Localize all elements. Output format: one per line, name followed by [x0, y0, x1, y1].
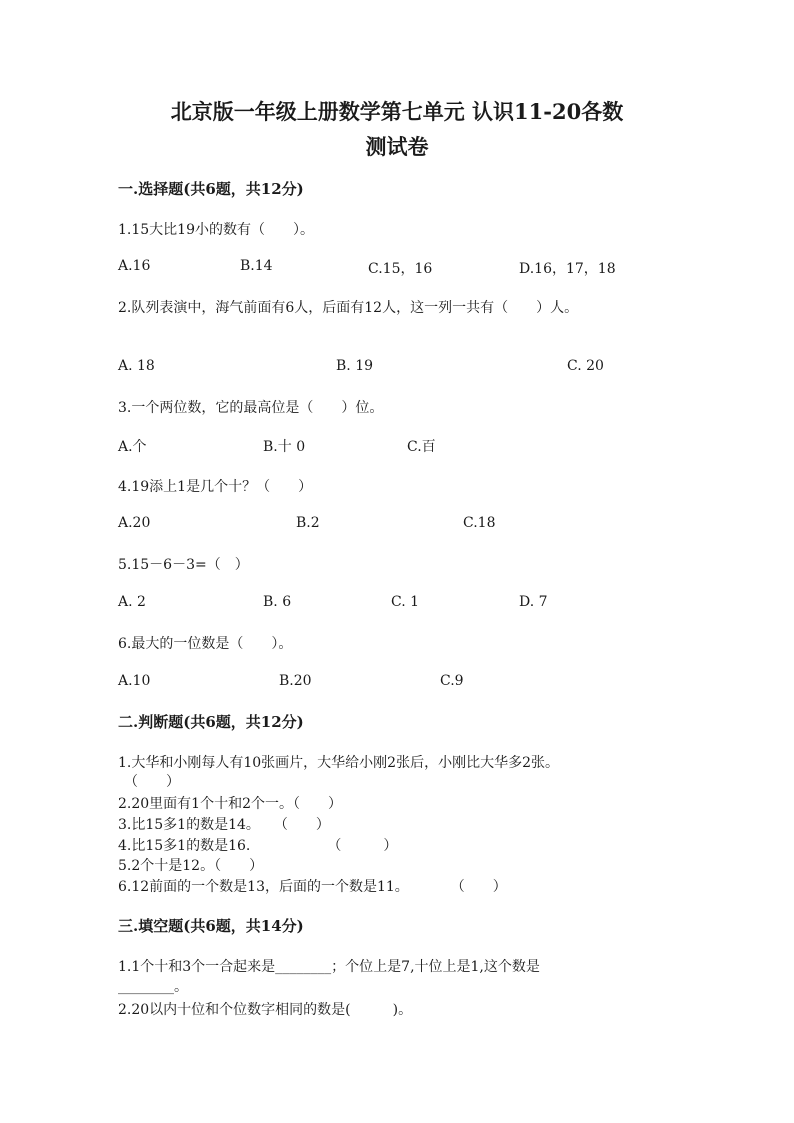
- option-1-2-a: A. 18: [118, 358, 155, 374]
- option-1-6-c: C.9: [440, 673, 464, 689]
- question-1-6: 6.最大的一位数是（ ）。: [118, 636, 293, 652]
- judgment-1-line2: （ ）: [124, 774, 180, 790]
- question-1-4: 4.19添上1是几个十？（ ）: [118, 479, 313, 495]
- fill-2: 2.20以内十位和个位数字相同的数是( )。: [118, 1002, 413, 1018]
- option-1-5-d: D. 7: [519, 594, 548, 610]
- option-1-5-c: C. 1: [391, 594, 420, 610]
- option-1-4-c: C.18: [463, 515, 496, 531]
- option-1-4-a: A.20: [118, 515, 151, 531]
- option-1-4-b: B.2: [296, 515, 320, 531]
- option-1-3-a: A.个: [118, 439, 147, 455]
- option-1-1-a: A.16: [118, 258, 151, 274]
- option-1-3-b: B.十 0: [263, 439, 306, 455]
- question-1-1: 1.15大比19小的数有（ ）。: [118, 222, 314, 238]
- question-1-2: 2.队列表演中，海气前面有6人，后面有12人，这一列一共有（ ）人。: [118, 300, 579, 316]
- judgment-4: 4.比15多1的数是16. （ ）: [118, 838, 398, 854]
- doc-title-line2: 测试卷: [365, 134, 429, 159]
- judgment-3: 3.比15多1的数是14。 （ ）: [118, 817, 330, 833]
- judgment-5: 5.2个十是12。（ ）: [118, 858, 264, 874]
- fill-1-line1: 1.1个十和3个一合起来是________；个位上是7,十位上是1,这个数是: [118, 959, 540, 975]
- option-1-5-a: A. 2: [118, 594, 146, 610]
- doc-title-line1: 北京版一年级上册数学第七单元 认识11-20各数: [170, 99, 624, 124]
- question-1-5: 5.15－6－3=（ ）: [118, 557, 249, 573]
- option-1-3-c: C.百: [407, 439, 436, 455]
- section-heading-choice: 一.选择题(共6题，共12分): [118, 180, 304, 198]
- option-1-1-b: B.14: [240, 258, 273, 274]
- option-1-5-b: B. 6: [263, 594, 292, 610]
- judgment-1-line1: 1.大华和小刚每人有10张画片，大华给小刚2张后，小刚比大华多2张。: [118, 755, 559, 771]
- option-1-6-a: A.10: [118, 673, 151, 689]
- question-1-3: 3.一个两位数，它的最高位是（ ）位。: [118, 400, 384, 416]
- judgment-2: 2.20里面有1个十和2个一。（ ）: [118, 796, 342, 812]
- option-1-2-b: B. 19: [336, 358, 374, 374]
- judgment-6: 6.12前面的一个数是13，后面的一个数是11。 （ ）: [118, 879, 507, 895]
- section-heading-fill-blank: 三.填空题(共6题，共14分): [118, 917, 304, 935]
- section-heading-judgment: 二.判断题(共6题，共12分): [118, 713, 304, 731]
- option-1-6-b: B.20: [279, 673, 312, 689]
- fill-1-line2: ________。: [118, 979, 188, 995]
- option-1-1-d: D.16，17，18: [519, 261, 616, 277]
- option-1-2-c: C. 20: [567, 358, 604, 374]
- option-1-1-c: C.15，16: [368, 261, 433, 277]
